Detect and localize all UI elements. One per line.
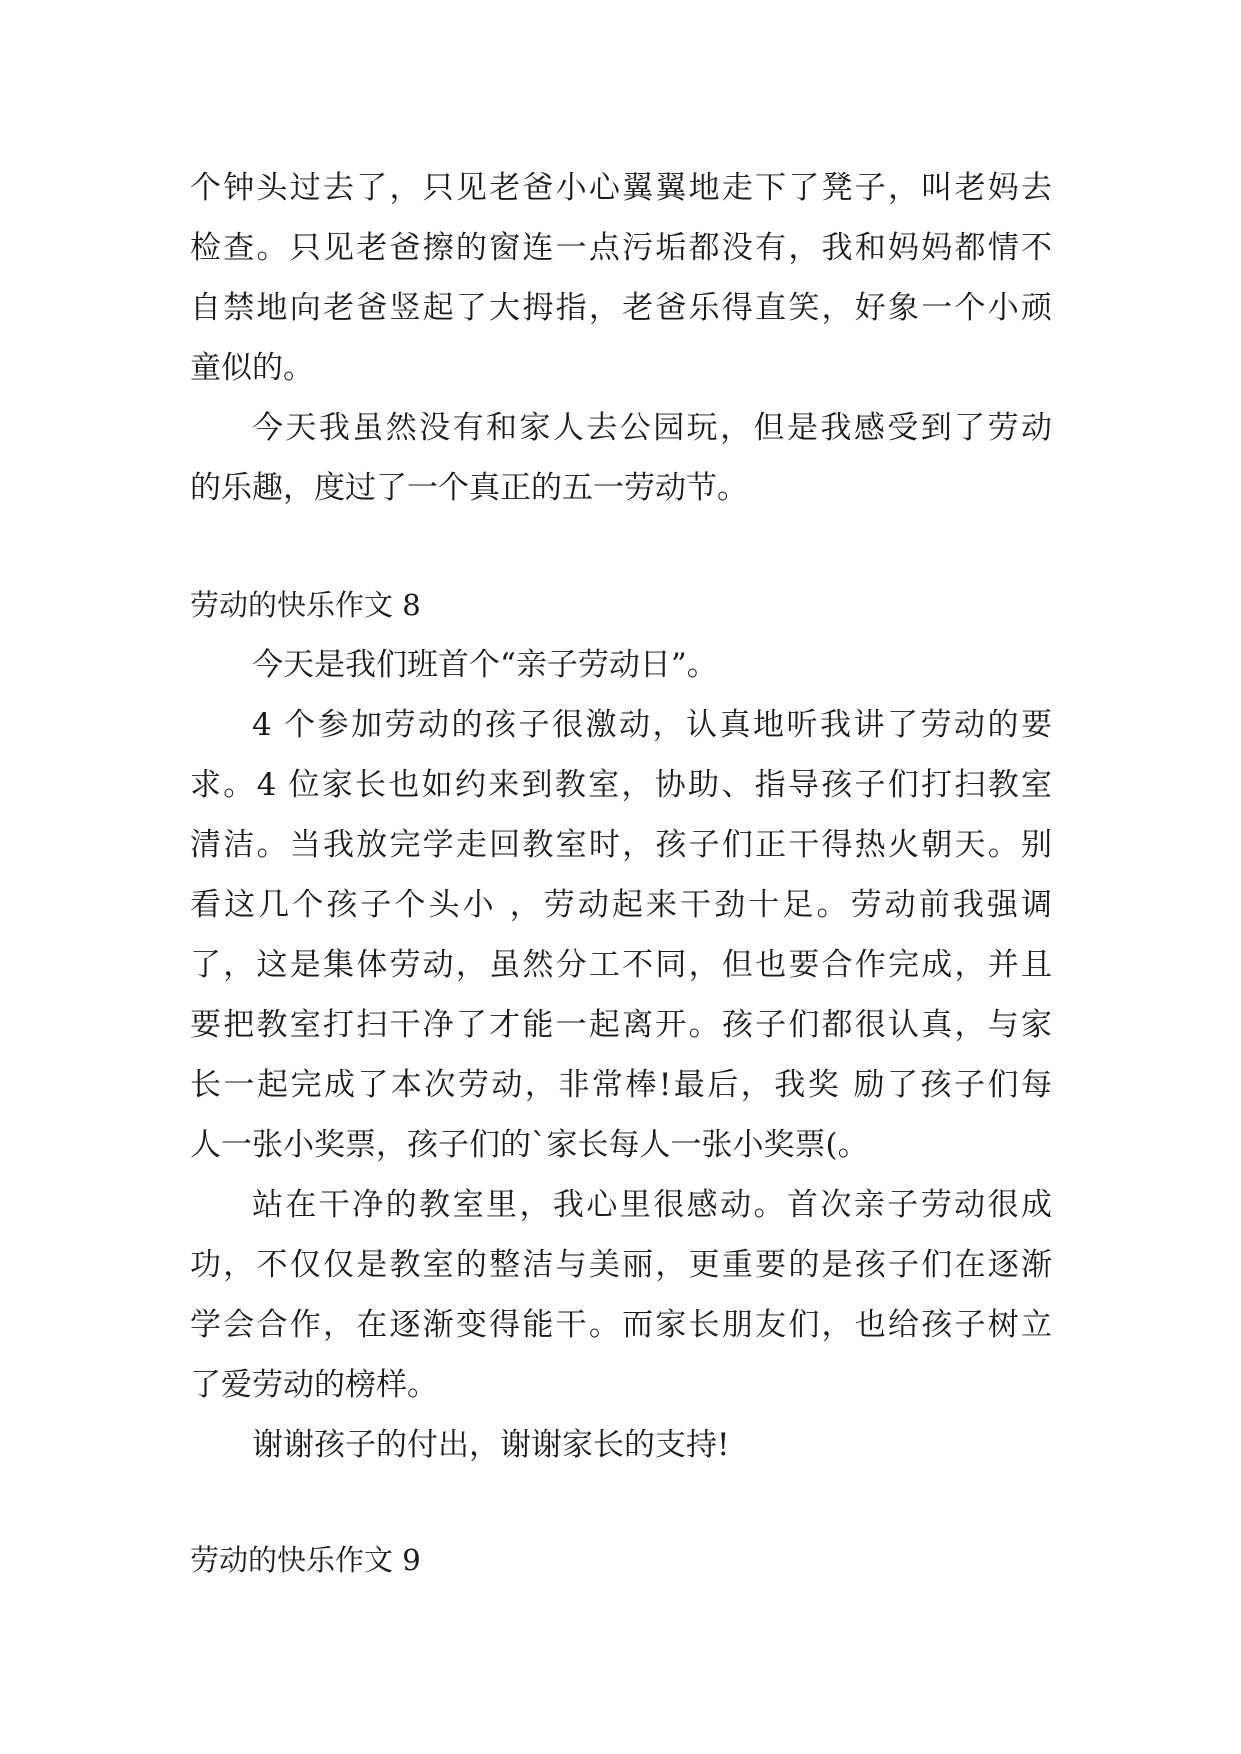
paragraph-line: 功，不仅仅是教室的整洁与美丽，更重要的是孩子们在逐渐 [190, 1247, 1052, 1283]
paragraph-line: 长一起完成了本次劳动，非常棒!最后，我奖 励了孩子们每 [190, 1067, 1052, 1103]
paragraph-line: 站在干净的教室里，我心里很感动。首次亲子劳动很成 [252, 1187, 1052, 1223]
paragraph-line: 学会合作，在逐渐变得能干。而家长朋友们，也给孩子树立 [190, 1307, 1052, 1343]
paragraph-line: 今天是我们班首个“亲子劳动日”。 [252, 647, 718, 683]
paragraph-line: 的乐趣，度过了一个真正的五一劳动节。 [190, 470, 748, 506]
paragraph-line: 要把教室打扫干净了才能一起离开。孩子们都很认真，与家 [190, 1007, 1052, 1043]
paragraph-line: 求。4 位家长也如约来到教室，协助、指导孩子们打扫教室 [190, 767, 1052, 803]
paragraph-line: 个钟头过去了，只见老爸小心翼翼地走下了凳子，叫老妈去 [190, 170, 1052, 206]
paragraph-line: 清洁。当我放完学走回教室时，孩子们正干得热火朝天。别 [190, 827, 1052, 863]
paragraph-line: 谢谢孩子的付出，谢谢家长的支持! [252, 1427, 730, 1463]
paragraph-line: 了，这是集体劳动，虽然分工不同，但也要合作完成，并且 [190, 947, 1052, 983]
paragraph-line: 了爱劳动的榜样。 [190, 1367, 438, 1403]
paragraph-line: 人一张小奖票，孩子们的`家长每人一张小奖票(。 [190, 1127, 869, 1163]
paragraph-line: 童似的。 [190, 350, 314, 386]
essay-title: 劳动的快乐作文 9 [190, 1543, 421, 1577]
paragraph-line: 看这几个孩子个头小 ，劳动起来干劲十足。劳动前我强调 [190, 887, 1052, 923]
paragraph-line: 4 个参加劳动的孩子很激动，认真地听我讲了劳动的要 [252, 707, 1052, 743]
essay-title: 劳动的快乐作文 8 [190, 588, 421, 622]
paragraph-line: 今天我虽然没有和家人去公园玩，但是我感受到了劳动 [252, 410, 1052, 446]
paragraph-line: 检查。只见老爸擦的窗连一点污垢都没有，我和妈妈都情不 [190, 230, 1052, 266]
paragraph-line: 自禁地向老爸竖起了大拇指，老爸乐得直笑，好象一个小顽 [190, 290, 1052, 326]
